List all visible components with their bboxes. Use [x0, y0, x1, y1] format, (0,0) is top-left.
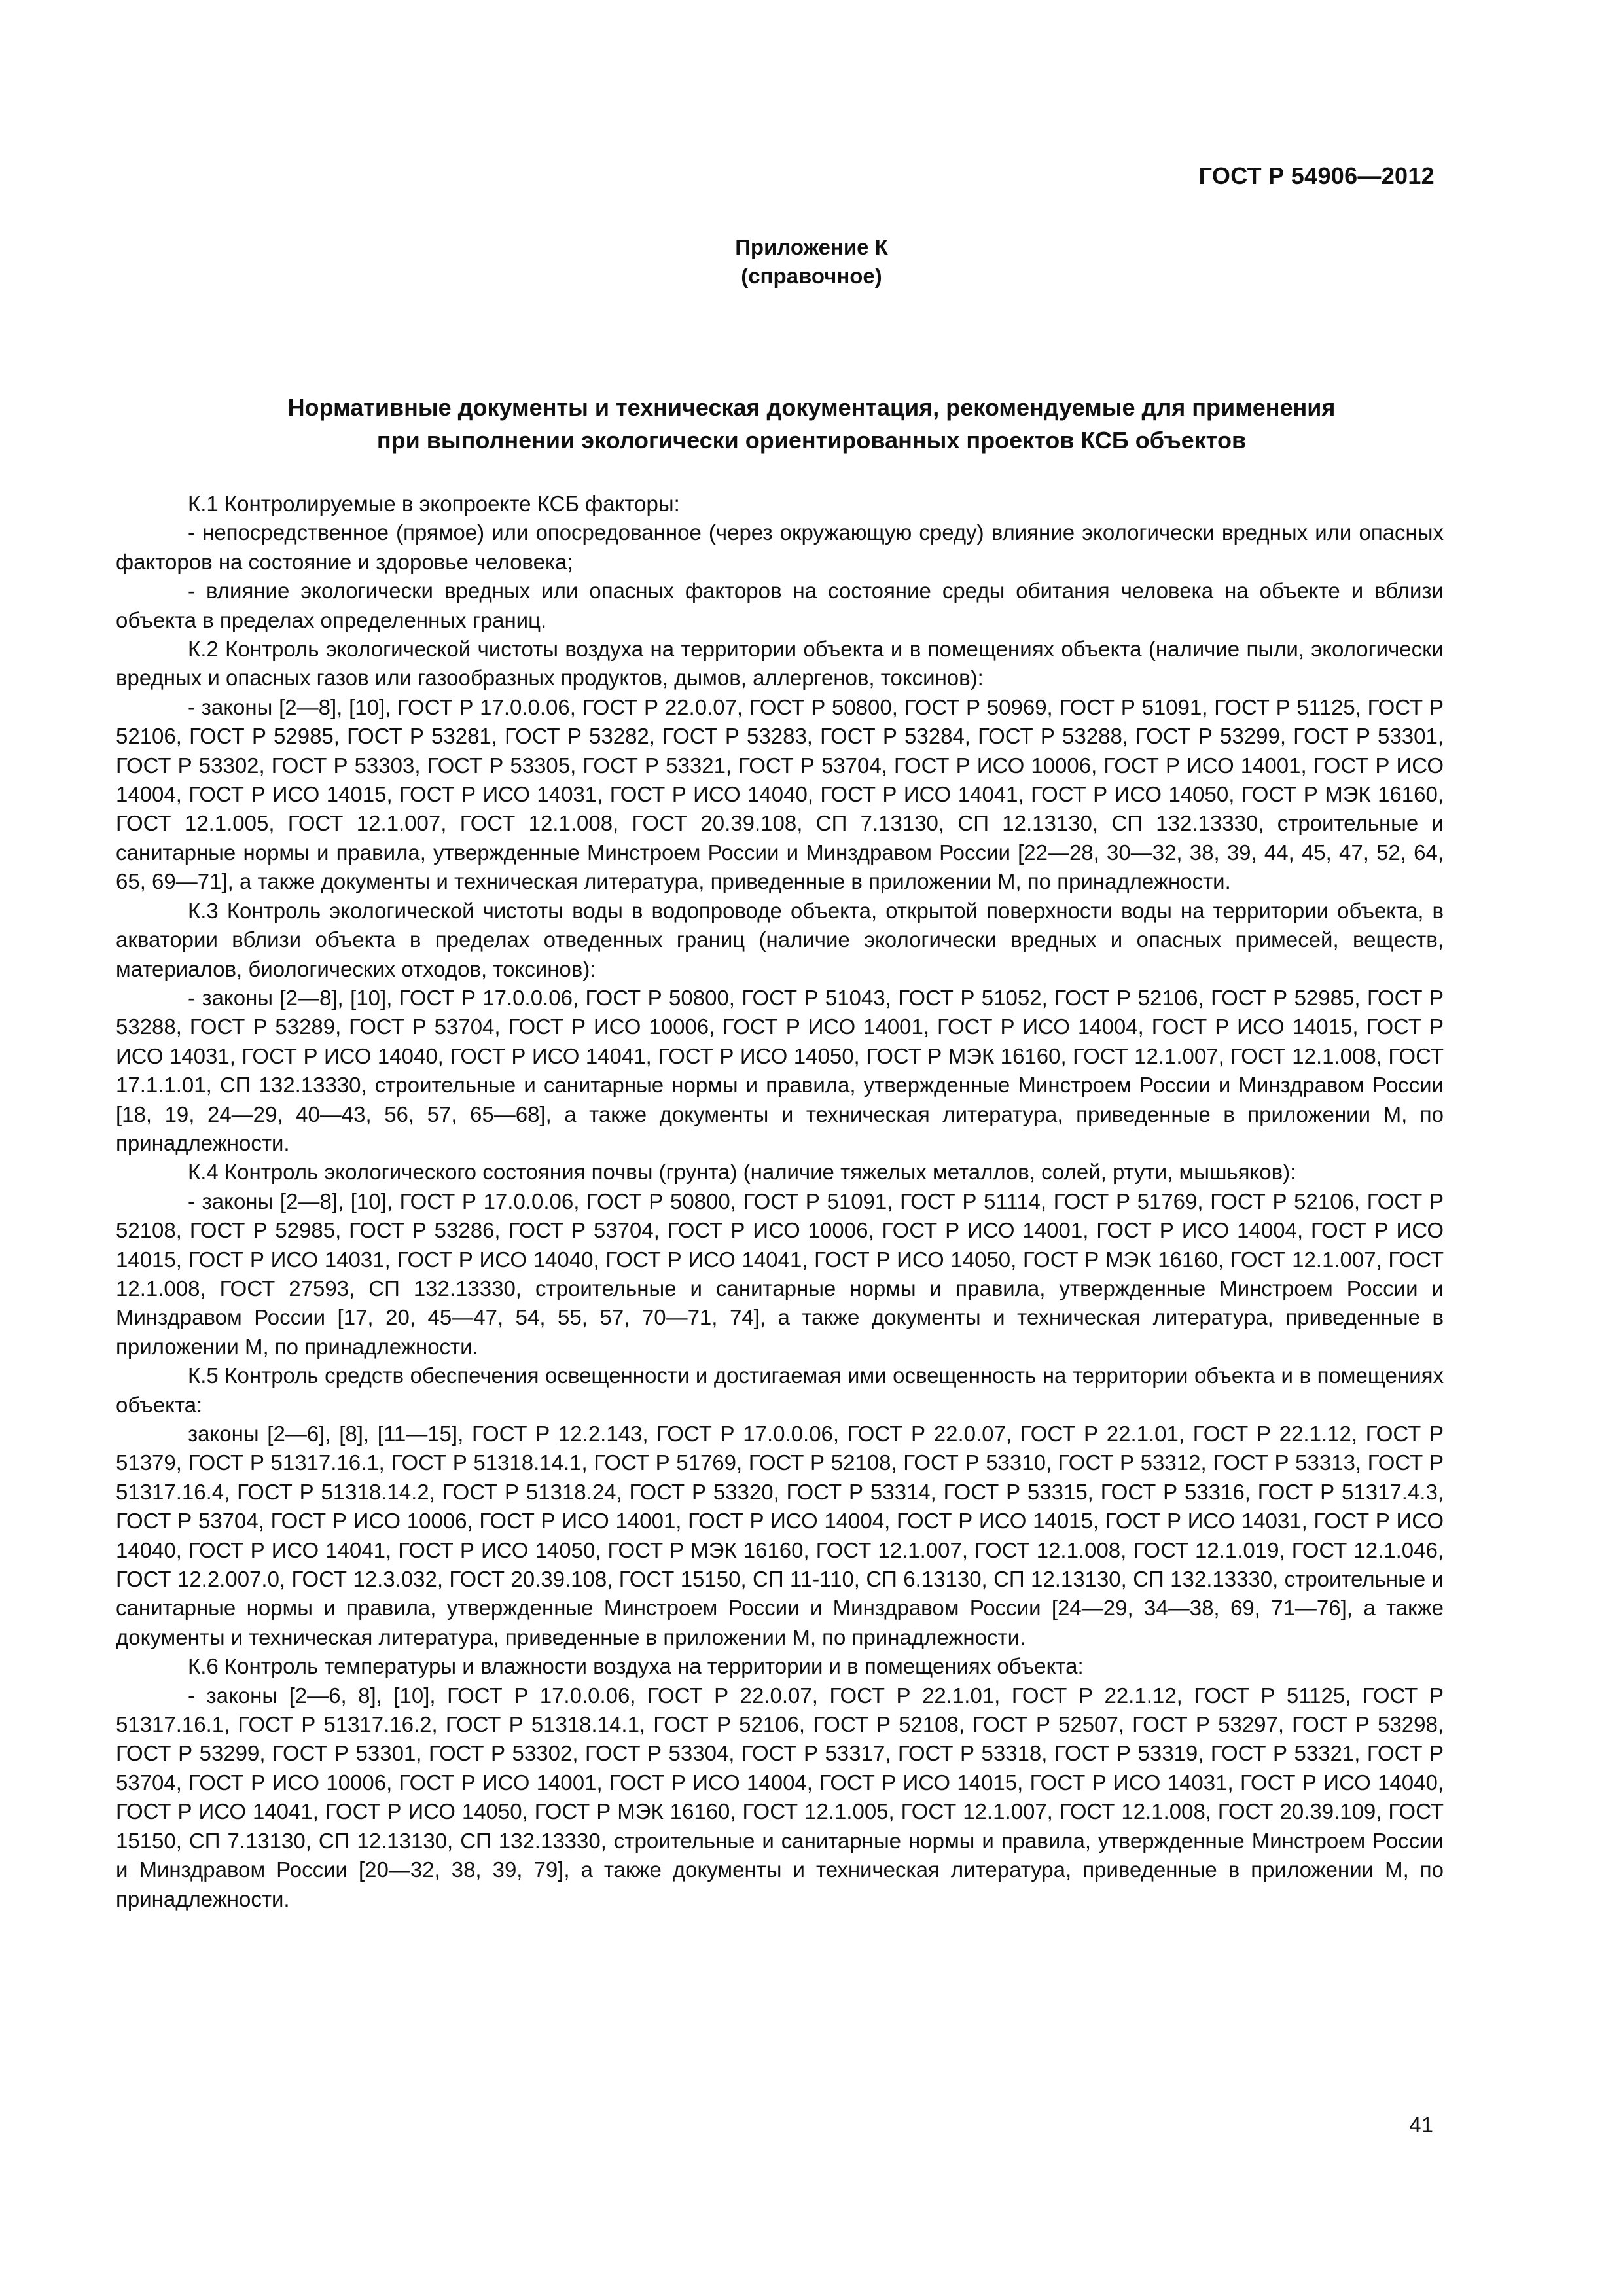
- paragraph-k4-references: - законы [2—8], [10], ГОСТ Р 17.0.0.06, ГОСТ Р 50800, ГОСТ Р 51091, ГОСТ Р 51114, ГОСТ Р 51769, ГОСТ Р 52106, ГОСТ Р 52108, ГОСТ Р 52985, ГОСТ Р 53286, ГОСТ Р 53704, ГОСТ Р ИСО 10006, ГОСТ Р ИСО 14001, ГОСТ Р ИСО 14004, ГОСТ Р ИСО 14015, ГОСТ Р ИСО 14031, ГОСТ Р ИСО 14040, ГОСТ Р ИСО 14041, ГОСТ Р ИСО 14050, ГОСТ Р МЭК 16160, ГОСТ 12.1.007, ГОСТ 12.1.008, ГОСТ 27593, СП 132.13330, строительные и санитарные нормы и правила, утвержденные Минстроем России и Минздравом России [17, 20, 45—47, 54, 55, 57, 70—71, 74], а также документы и техническая литература, приведенные в приложении М, по принадлежности.: [116, 1189, 1444, 1359]
- body-text: [116, 490, 1444, 1914]
- appendix-type: (справочное): [741, 264, 882, 288]
- paragraph-k5-heading: К.5 Контроль средств обеспечения освещенности и достигаемая ими освещенность на территории объекта и в помещениях объекта:: [116, 1363, 1444, 1417]
- document-title: [131, 391, 1492, 457]
- appendix-label: Приложение К: [735, 235, 888, 259]
- paragraph-k6-references: - законы [2—6, 8], [10], ГОСТ Р 17.0.0.06, ГОСТ Р 22.0.07, ГОСТ Р 22.1.01, ГОСТ Р 22.1.12, ГОСТ Р 51125, ГОСТ Р 51317.16.1, ГОСТ Р 51317.16.2, ГОСТ Р 51318.14.1, ГОСТ Р 52106, ГОСТ Р 52108, ГОСТ Р 52507, ГОСТ Р 53297, ГОСТ Р 53298, ГОСТ Р 53299, ГОСТ Р 53301, ГОСТ Р 53302, ГОСТ Р 53304, ГОСТ Р 53317, ГОСТ Р 53318, ГОСТ Р 53319, ГОСТ Р 53321, ГОСТ Р 53704, ГОСТ Р ИСО 10006, ГОСТ Р ИСО 14001, ГОСТ Р ИСО 14004, ГОСТ Р ИСО 14015, ГОСТ Р ИСО 14031, ГОСТ Р ИСО 14040, ГОСТ Р ИСО 14041, ГОСТ Р ИСО 14050, ГОСТ Р МЭК 16160, ГОСТ 12.1.005, ГОСТ 12.1.007, ГОСТ 12.1.008, ГОСТ 20.39.109, ГОСТ 15150, СП 7.13130, СП 12.13130, СП 132.13330, строительные и санитарные нормы и правила, утвержденные Минстроем России и Минздравом России [20—32, 38, 39, 79], а также документы и техническая литература, приведенные в приложении М, по принадлежности.: [116, 1683, 1444, 1911]
- paragraph-k5-references: законы [2—6], [8], [11—15], ГОСТ Р 12.2.143, ГОСТ Р 17.0.0.06, ГОСТ Р 22.0.07, ГОСТ Р 22.1.01, ГОСТ Р 22.1.12, ГОСТ Р 51379, ГОСТ Р 51317.16.1, ГОСТ Р 51318.14.1, ГОСТ Р 51769, ГОСТ Р 52108, ГОСТ Р 53310, ГОСТ Р 53312, ГОСТ Р 53313, ГОСТ Р 51317.16.4, ГОСТ Р 51318.14.2, ГОСТ Р 51318.24, ГОСТ Р 53320, ГОСТ Р 53314, ГОСТ Р 53315, ГОСТ Р 53316, ГОСТ Р 51317.4.3, ГОСТ Р 53704, ГОСТ Р ИСО 10006, ГОСТ Р ИСО 14001, ГОСТ Р ИСО 14004, ГОСТ Р ИСО 14015, ГОСТ Р ИСО 14031, ГОСТ Р ИСО 14040, ГОСТ Р ИСО 14041, ГОСТ Р ИСО 14050, ГОСТ Р МЭК 16160, ГОСТ 12.1.007, ГОСТ 12.1.008, ГОСТ 12.1.019, ГОСТ 12.1.046, ГОСТ 12.2.007.0, ГОСТ 12.3.032, ГОСТ 20.39.108, ГОСТ 15150, СП 11-110, СП 6.13130, СП 12.13130, СП 132.13330, строительные и санитарные нормы и правила, утвержденные Минстроем России и Минздравом России [24—29, 34—38, 69, 71—76], а также документы и техническая литература, приведенные в приложении М, по принадлежности.: [116, 1422, 1444, 1649]
- paragraph-k3-heading: К.3 Контроль экологической чистоты воды в водопроводе объекта, открытой поверхности воды на территории объекта, в акватории вблизи объекта в пределах отведенных границ (наличие экологически вредных и опасных примесей, веществ, материалов, биологических отходов, токсинов):: [116, 898, 1444, 981]
- document-code-header: ГОСТ Р 54906—2012: [1198, 162, 1435, 189]
- paragraph-k2-heading: К.2 Контроль экологической чистоты воздуха на территории объекта и в помещениях объекта (наличие пыли, экологически вредных и опасных газов или газообразных продуктов, дымов, аллергенов, токсинов):: [116, 637, 1444, 691]
- paragraph-k4-heading: К.4 Контроль экологического состояния почвы (грунта) (наличие тяжелых металлов, солей, ртути, мышьяков):: [188, 1160, 1296, 1185]
- paragraph-k3-references: - законы [2—8], [10], ГОСТ Р 17.0.0.06, ГОСТ Р 50800, ГОСТ Р 51043, ГОСТ Р 51052, ГОСТ Р 52106, ГОСТ Р 52985, ГОСТ Р 53288, ГОСТ Р 53289, ГОСТ Р 53704, ГОСТ Р ИСО 10006, ГОСТ Р ИСО 14001, ГОСТ Р ИСО 14004, ГОСТ Р ИСО 14015, ГОСТ Р ИСО 14031, ГОСТ Р ИСО 14040, ГОСТ Р ИСО 14041, ГОСТ Р ИСО 14050, ГОСТ Р МЭК 16160, ГОСТ 12.1.007, ГОСТ 12.1.008, ГОСТ 17.1.1.01, СП 132.13330, строительные и санитарные нормы и правила, утвержденные Минстроем России и Минздравом России [18, 19, 24—29, 40—43, 56, 57, 65—68], а также документы и техническая литература, приведенные в приложении М, по принадлежности.: [116, 985, 1444, 1155]
- page-number: 41: [1409, 2113, 1433, 2137]
- paragraph-k1-item-2: - влияние экологически вредных или опасных факторов на состояние среды обитания человека на объекте и вблизи объекта в пределах определенных границ.: [116, 579, 1444, 632]
- document-title-line-1: Нормативные документы и техническая документация, рекомендуемые для применения: [287, 394, 1336, 421]
- document-title-line-2: при выполнении экологически ориентированных проектов КСБ объектов: [376, 427, 1247, 454]
- paragraph-k2-references: - законы [2—8], [10], ГОСТ Р 17.0.0.06, ГОСТ Р 22.0.07, ГОСТ Р 50800, ГОСТ Р 50969, ГОСТ Р 51091, ГОСТ Р 51125, ГОСТ Р 52106, ГОСТ Р 52985, ГОСТ Р 53281, ГОСТ Р 53282, ГОСТ Р 53283, ГОСТ Р 53284, ГОСТ Р 53288, ГОСТ Р 53299, ГОСТ Р 53301, ГОСТ Р 53302, ГОСТ Р 53303, ГОСТ Р 53305, ГОСТ Р 53321, ГОСТ Р 53704, ГОСТ Р ИСО 10006, ГОСТ Р ИСО 14001, ГОСТ Р ИСО 14004, ГОСТ Р ИСО 14015, ГОСТ Р ИСО 14031, ГОСТ Р ИСО 14040, ГОСТ Р ИСО 14041, ГОСТ Р ИСО 14050, ГОСТ Р МЭК 16160, ГОСТ 12.1.005, ГОСТ 12.1.007, ГОСТ 12.1.008, ГОСТ 20.39.108, СП 7.13130, СП 12.13130, СП 132.13330, строительные и санитарные нормы и правила, утвержденные Минстроем России и Минздравом России [22—28, 30—32, 38, 39, 44, 45, 47, 52, 64, 65, 69—71], а также документы и техническая литература, приведенные в приложении М, по принадлежности.: [116, 694, 1444, 894]
- appendix-heading: [0, 233, 1623, 291]
- paragraph-k6-heading: К.6 Контроль температуры и влажности воздуха на территории и в помещениях объекта:: [188, 1654, 1084, 1679]
- paragraph-k1-item-1: - непосредственное (прямое) или опосредованное (через окружающую среду) влияние экологически вредных или опасных факторов на состояние и здоровье человека;: [116, 520, 1444, 574]
- paragraph-k1-heading: К.1 Контролируемые в экопроекте КСБ факторы:: [188, 492, 680, 516]
